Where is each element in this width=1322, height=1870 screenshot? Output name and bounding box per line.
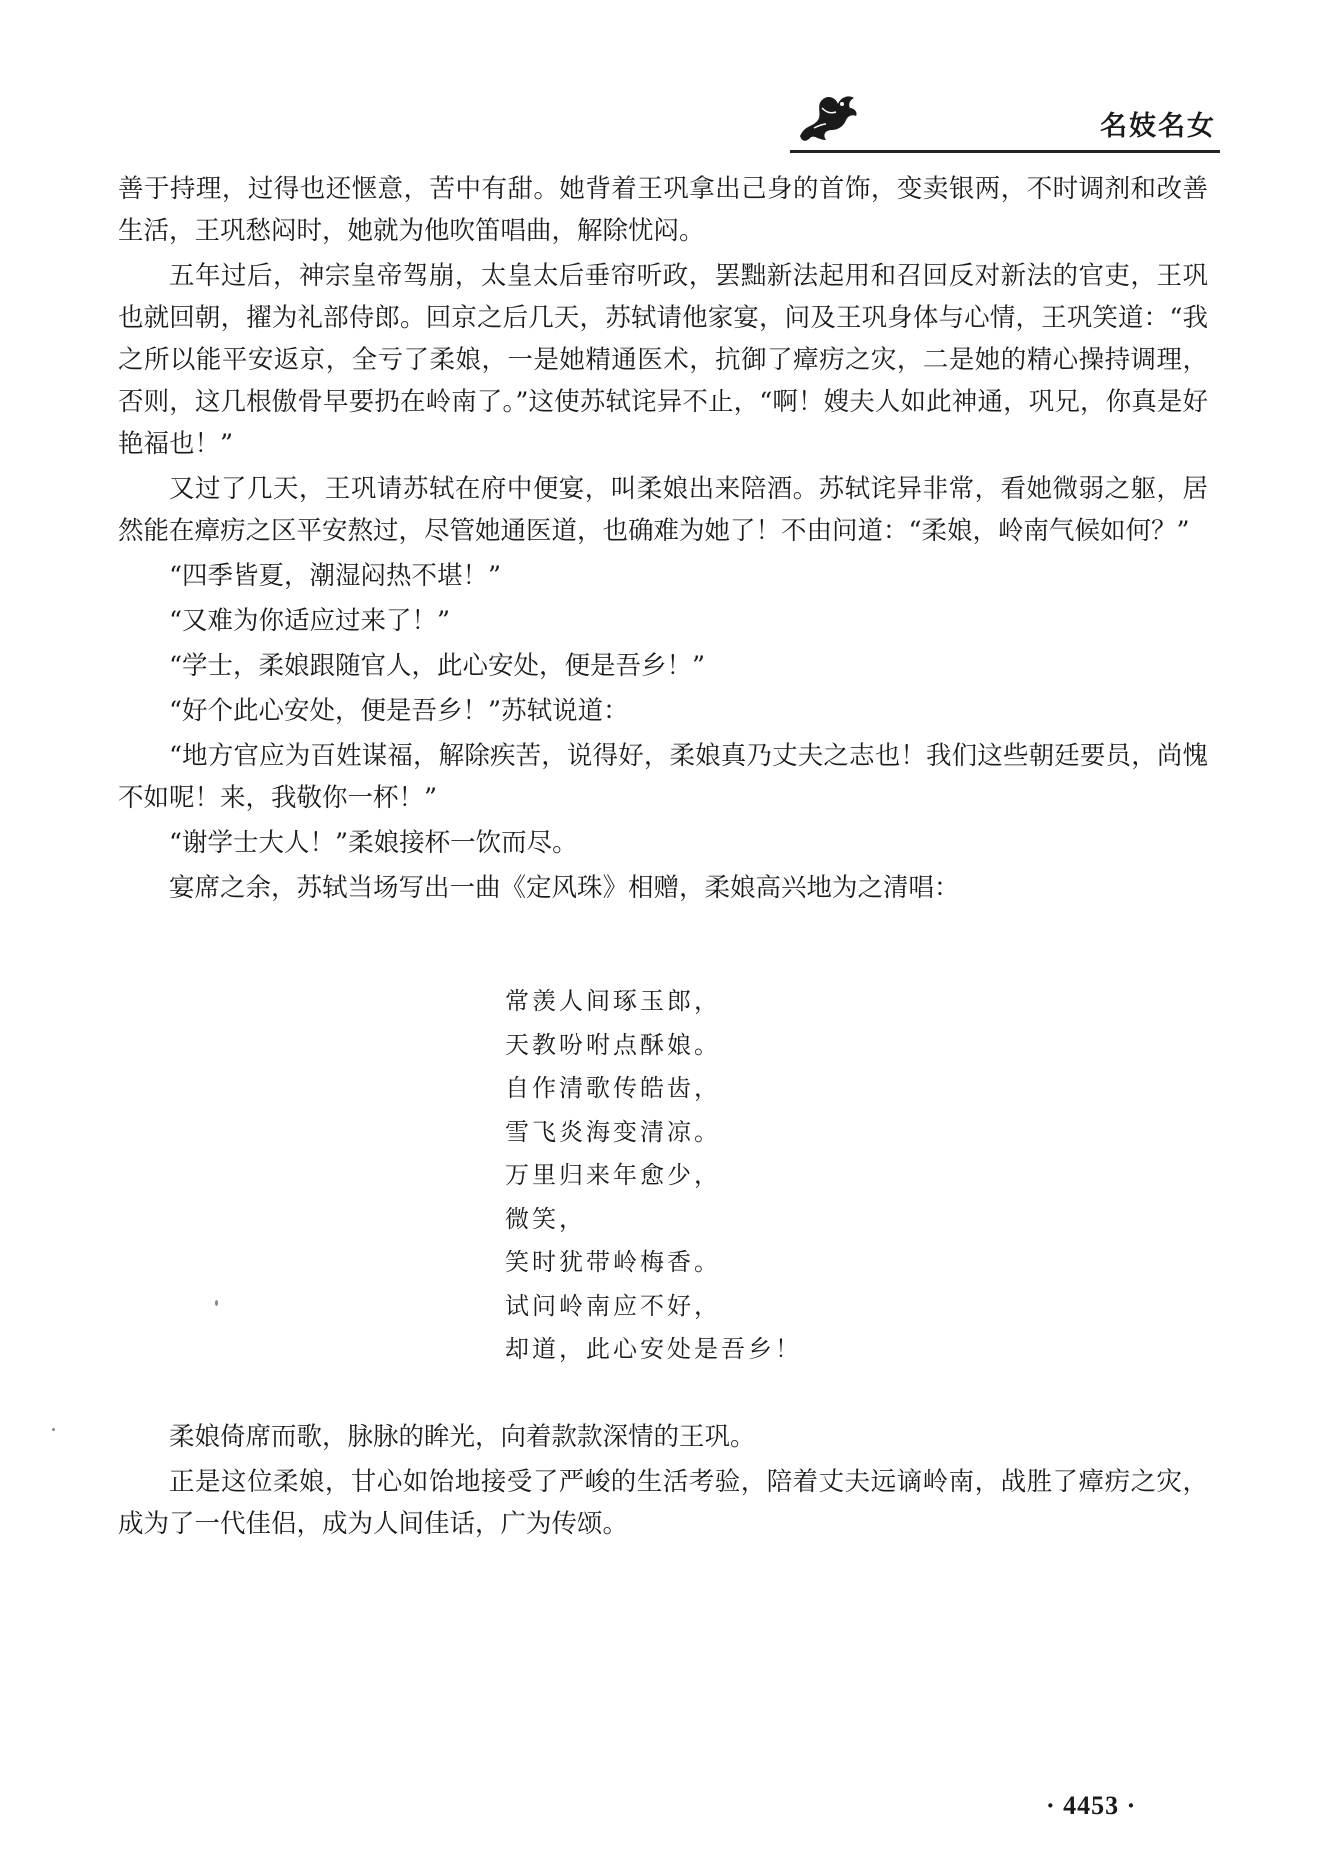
poem-line: 微笑，	[505, 1204, 586, 1233]
poem-line: 天教吩咐点酥娘。	[505, 1030, 721, 1059]
poem-line: 试问岭南应不好，	[505, 1291, 721, 1320]
paragraph: “地方官应为百姓谋福，解除疾苦，说得好，柔娘真乃丈夫之志也！我们这些朝廷要员，尚愧不如呢！来，我敬你一杯！”	[118, 741, 1208, 813]
poem-line: 雪飞炎海变清凉。	[505, 1117, 721, 1146]
paragraph: 柔娘倚席而歌，脉脉的眸光，向着款款深情的王巩。	[169, 1422, 756, 1452]
paragraph: 宴席之余，苏轼当场写出一曲《定风珠》相赠，柔娘高兴地为之清唱：	[169, 873, 960, 903]
poem-line: 常羡人间琢玉郎，	[505, 987, 721, 1015]
closing-text	[118, 1416, 1208, 1548]
section-title: 名妓名女	[1100, 111, 1216, 142]
dragon-emblem-icon	[792, 84, 864, 148]
body-text	[118, 168, 1208, 912]
paragraph: 善于持理，过得也还惬意，苦中有甜。她背着王巩拿出己身的首饰，变卖银两，不时调剂和改善生活，王巩愁闷时，她就为他吹笛唱曲，解除忧闷。	[118, 174, 1208, 246]
page-number: · 4453 ·	[1046, 1791, 1137, 1820]
poem-line: 万里归来年愈少，	[505, 1161, 721, 1189]
paragraph: “谢学士大人！”柔娘接杯一饮而尽。	[169, 828, 578, 858]
paragraph: “又难为你适应过来了！”	[169, 606, 451, 636]
paragraph: 五年过后，神宗皇帝驾崩，太皇太后垂帘听政，罢黜新法起用和召回反对新法的官吏，王巩也就回朝，擢为礼部侍郎。回京之后几天，苏轼请他家宴，问及王巩身体与心情，王巩笑道：“我之所以能平安返京，全亏了柔娘，一是她精通医术，抗御了瘴疠之灾，二是她的精心操持调理，否则，这几根傲骨早要扔在岭南了。”这使苏轼诧异不止，“啊！嫂夫人如此神通，巩兄，你真是好艳福也！”	[118, 261, 1208, 459]
poem	[505, 980, 802, 1372]
poem-line: 自作清歌传皓齿，	[505, 1074, 721, 1102]
paragraph: “学士，柔娘跟随官人，此心安处，便是吾乡！”	[169, 651, 706, 681]
poem-line: 笑时犹带岭梅香。	[505, 1248, 721, 1276]
paragraph: 又过了几天，王巩请苏轼在府中便宴，叫柔娘出来陪酒。苏轼诧异非常，看她微弱之躯，居然能在瘴疠之区平安熬过，尽管她通医道，也确难为她了！不由问道：“柔娘，岭南气候如何？”	[118, 474, 1208, 546]
paragraph: 正是这位柔娘，甘心如饴地接受了严峻的生活考验，陪着丈夫远谪岭南，战胜了瘴疠之灾，成为了一代佳侣，成为人间佳话，广为传颂。	[118, 1467, 1208, 1539]
poem-line: 却道，此心安处是吾乡！	[505, 1335, 802, 1363]
scan-speck	[215, 1300, 218, 1306]
paragraph: “好个此心安处，便是吾乡！”苏轼说道：	[169, 696, 629, 726]
scan-speck	[52, 1428, 55, 1431]
header-rule	[790, 150, 1220, 153]
running-header	[790, 82, 1220, 162]
paragraph: “四季皆夏，潮湿闷热不堪！”	[169, 561, 502, 591]
